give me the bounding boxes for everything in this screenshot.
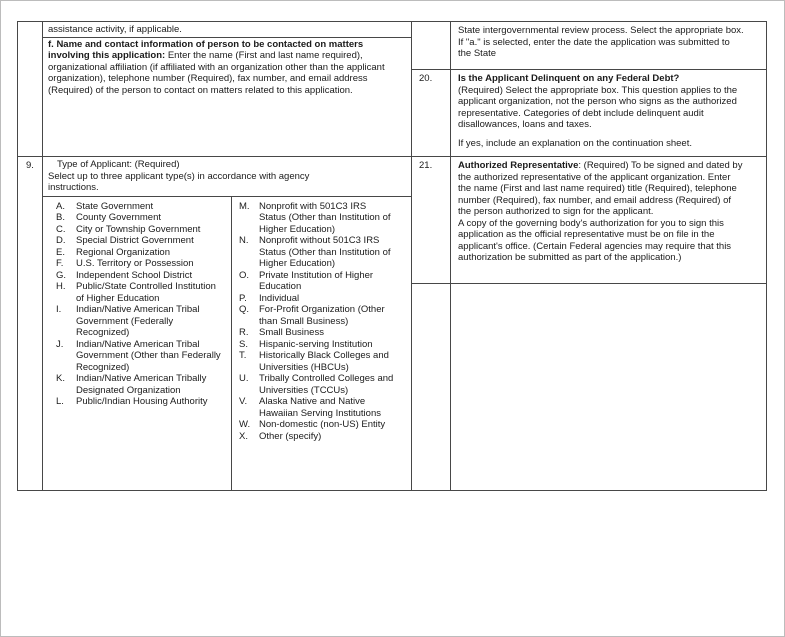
list-item-letter: X. xyxy=(239,430,248,442)
list-item xyxy=(56,339,227,374)
list-item-letter: N. xyxy=(239,235,249,246)
table-row xyxy=(412,157,766,284)
table-row xyxy=(412,22,766,70)
list-item-text: Indian/Native American Tribally Designated Organization xyxy=(76,373,207,396)
item-9-subtitle: Select up to three applicant type(s) in accordance with agency instructions. xyxy=(48,170,310,193)
table-left-half xyxy=(18,22,412,490)
list-item-letter: W. xyxy=(239,419,251,430)
list-item xyxy=(56,212,227,224)
list-item xyxy=(56,304,227,339)
item-9-cell xyxy=(43,157,411,490)
list-item-letter: A. xyxy=(56,200,65,212)
list-item-letter: H. xyxy=(56,281,66,292)
list-item xyxy=(56,396,227,408)
list-item-letter: G. xyxy=(56,269,67,281)
list-item-letter: B. xyxy=(56,212,65,223)
section-f-paragraph xyxy=(48,39,405,97)
list-item xyxy=(56,281,227,304)
item-21-body2: A copy of the governing body's authorization for you to sign this application as the official representative must be on file in the applicant's office. (Certain Federal agencies may require that this authorization be submitted as part of the application.) xyxy=(458,217,732,263)
list-item-letter: R. xyxy=(239,327,249,338)
list-item-letter: S. xyxy=(239,338,248,350)
section-f-heading: f. Name and contact information of person to be contacted on matters involving this application: xyxy=(48,38,364,61)
list-item xyxy=(56,224,227,236)
applicant-type-list-m-x xyxy=(232,197,411,491)
list-item xyxy=(239,201,407,236)
list-item-text: Other (specify) xyxy=(259,430,322,442)
list-item xyxy=(239,396,407,419)
list-item xyxy=(56,201,227,213)
list-item-letter: F. xyxy=(56,258,64,269)
list-item xyxy=(239,350,407,373)
list-item xyxy=(56,373,227,396)
list-item-text: Public/Indian Housing Authority xyxy=(76,396,208,407)
list-item-letter: E. xyxy=(56,246,65,258)
list-item-text: Nonprofit without 501C3 IRS Status (Other than Institution of Higher Education) xyxy=(259,235,391,269)
empty-cell-bottom xyxy=(451,284,766,490)
list-item-text: Individual xyxy=(259,292,300,304)
item-20-body: (Required) Select the appropriate box. This question applies to the applicant organization, not the person who signs as the authorized representative. Categories of debt include delinquent audit disallowances, loans and taxes. xyxy=(458,84,738,130)
list-item xyxy=(56,235,227,247)
list-item-letter: D. xyxy=(56,235,66,246)
table-row xyxy=(18,157,411,490)
list-item-text: Historically Black Colleges and Universities (HBCUs) xyxy=(259,350,389,373)
list-item xyxy=(239,373,407,396)
continuation-cell-right xyxy=(451,22,766,69)
table-right-half xyxy=(412,22,766,490)
item-9-number: 9. xyxy=(18,157,43,490)
list-item-letter: Q. xyxy=(239,304,250,315)
instructions-table xyxy=(17,21,767,491)
list-item-text: State Government xyxy=(76,200,154,212)
item-21-body: : (Required) To be signed and dated by the authorized representative of the applicant organization. Enter the name (First and last name required) title (Required), telephone number (Required), fax number, and email address (Required) of the person authorized to sign for the applicant. xyxy=(458,160,743,217)
section-f xyxy=(43,37,411,97)
number-cell-empty-bottom xyxy=(412,284,451,490)
list-item-letter: L. xyxy=(56,396,64,407)
item-21-heading: Authorized Representative xyxy=(458,160,579,171)
list-item-text: Tribally Controlled Colleges and Universities (TCCUs) xyxy=(259,373,394,396)
list-item-letter: U. xyxy=(239,373,249,384)
item-20-note: If yes, include an explanation on the continuation sheet. xyxy=(458,137,692,149)
list-item-letter: V. xyxy=(239,396,248,407)
list-item-text: City or Township Government xyxy=(76,223,201,235)
number-cell-empty-left xyxy=(18,22,43,156)
list-item-letter: C. xyxy=(56,223,66,235)
section-f-body: Enter the name (First and last name required), organizational affiliation (if affiliated with an organization other than the applicant organization), telephone number (Required), fax number, and email address (Required) of the person to contact on matters related to this application. xyxy=(48,50,385,96)
list-item xyxy=(239,339,407,351)
list-item-letter: J. xyxy=(56,338,64,350)
list-item xyxy=(239,270,407,293)
list-item-text: County Government xyxy=(76,212,162,223)
list-item-text: U.S. Territory or Possession xyxy=(76,258,194,269)
number-cell-empty-right xyxy=(412,22,451,69)
list-item xyxy=(239,235,407,270)
list-item xyxy=(239,327,407,339)
continuation-cell-left xyxy=(43,22,411,156)
item-21-paragraph xyxy=(458,160,744,218)
list-item-text: Indian/Native American Tribal Government (Federally Recognized) xyxy=(76,304,200,338)
item-20-cell xyxy=(451,70,766,156)
table-row xyxy=(18,22,411,157)
list-item-text: Private Institution of Higher Education xyxy=(259,269,374,292)
list-item-letter: K. xyxy=(56,373,65,384)
list-item-letter: O. xyxy=(239,269,250,281)
list-item-text: Indian/Native American Tribal Government (Other than Federally Recognized) xyxy=(76,338,221,373)
list-item xyxy=(56,247,227,259)
list-item-letter: I. xyxy=(56,304,62,315)
item-21-cell xyxy=(451,157,766,283)
list-item-text: Alaska Native and Native Hawaiian Serving Institutions xyxy=(259,396,381,419)
item-9-title: Type of Applicant: (Required) xyxy=(57,159,180,170)
list-item-text: Non-domestic (non-US) Entity xyxy=(259,419,386,430)
list-item-text: Regional Organization xyxy=(76,246,171,258)
item-20-heading: Is the Applicant Delinquent on any Federal Debt? xyxy=(458,73,680,84)
list-item-text: Public/State Controlled Institution of Higher Education xyxy=(76,281,216,304)
list-item-letter: M. xyxy=(239,200,250,212)
list-item xyxy=(239,431,407,443)
continuation-text-right: State intergovernmental review process. Select the appropriate box. If "a." is selected, enter the date the application was submitted to the State xyxy=(458,25,744,59)
table-row xyxy=(412,284,766,490)
list-item-text: Independent School District xyxy=(76,269,193,281)
list-item xyxy=(239,293,407,305)
list-item-text: For-Profit Organization (Other than Small Business) xyxy=(259,304,385,327)
item-20-number: 20. xyxy=(412,70,451,156)
list-item xyxy=(239,419,407,431)
applicant-type-list-a-l xyxy=(43,197,232,491)
table-row xyxy=(412,70,766,157)
list-item-text: Nonprofit with 501C3 IRS Status (Other than Institution of Higher Education) xyxy=(259,200,391,235)
list-item-text: Special District Government xyxy=(76,235,194,246)
continuation-tail-text: assistance activity, if applicable. xyxy=(48,24,182,35)
item-21-number: 21. xyxy=(412,157,451,283)
applicant-type-list xyxy=(43,196,411,491)
list-item xyxy=(239,304,407,327)
list-item-letter: T. xyxy=(239,350,247,361)
list-item-text: Small Business xyxy=(259,327,324,338)
list-item-letter: P. xyxy=(239,292,247,304)
list-item-text: Hispanic-serving Institution xyxy=(259,338,373,350)
item-9-header xyxy=(43,157,411,196)
list-item xyxy=(56,270,227,282)
list-item xyxy=(56,258,227,270)
